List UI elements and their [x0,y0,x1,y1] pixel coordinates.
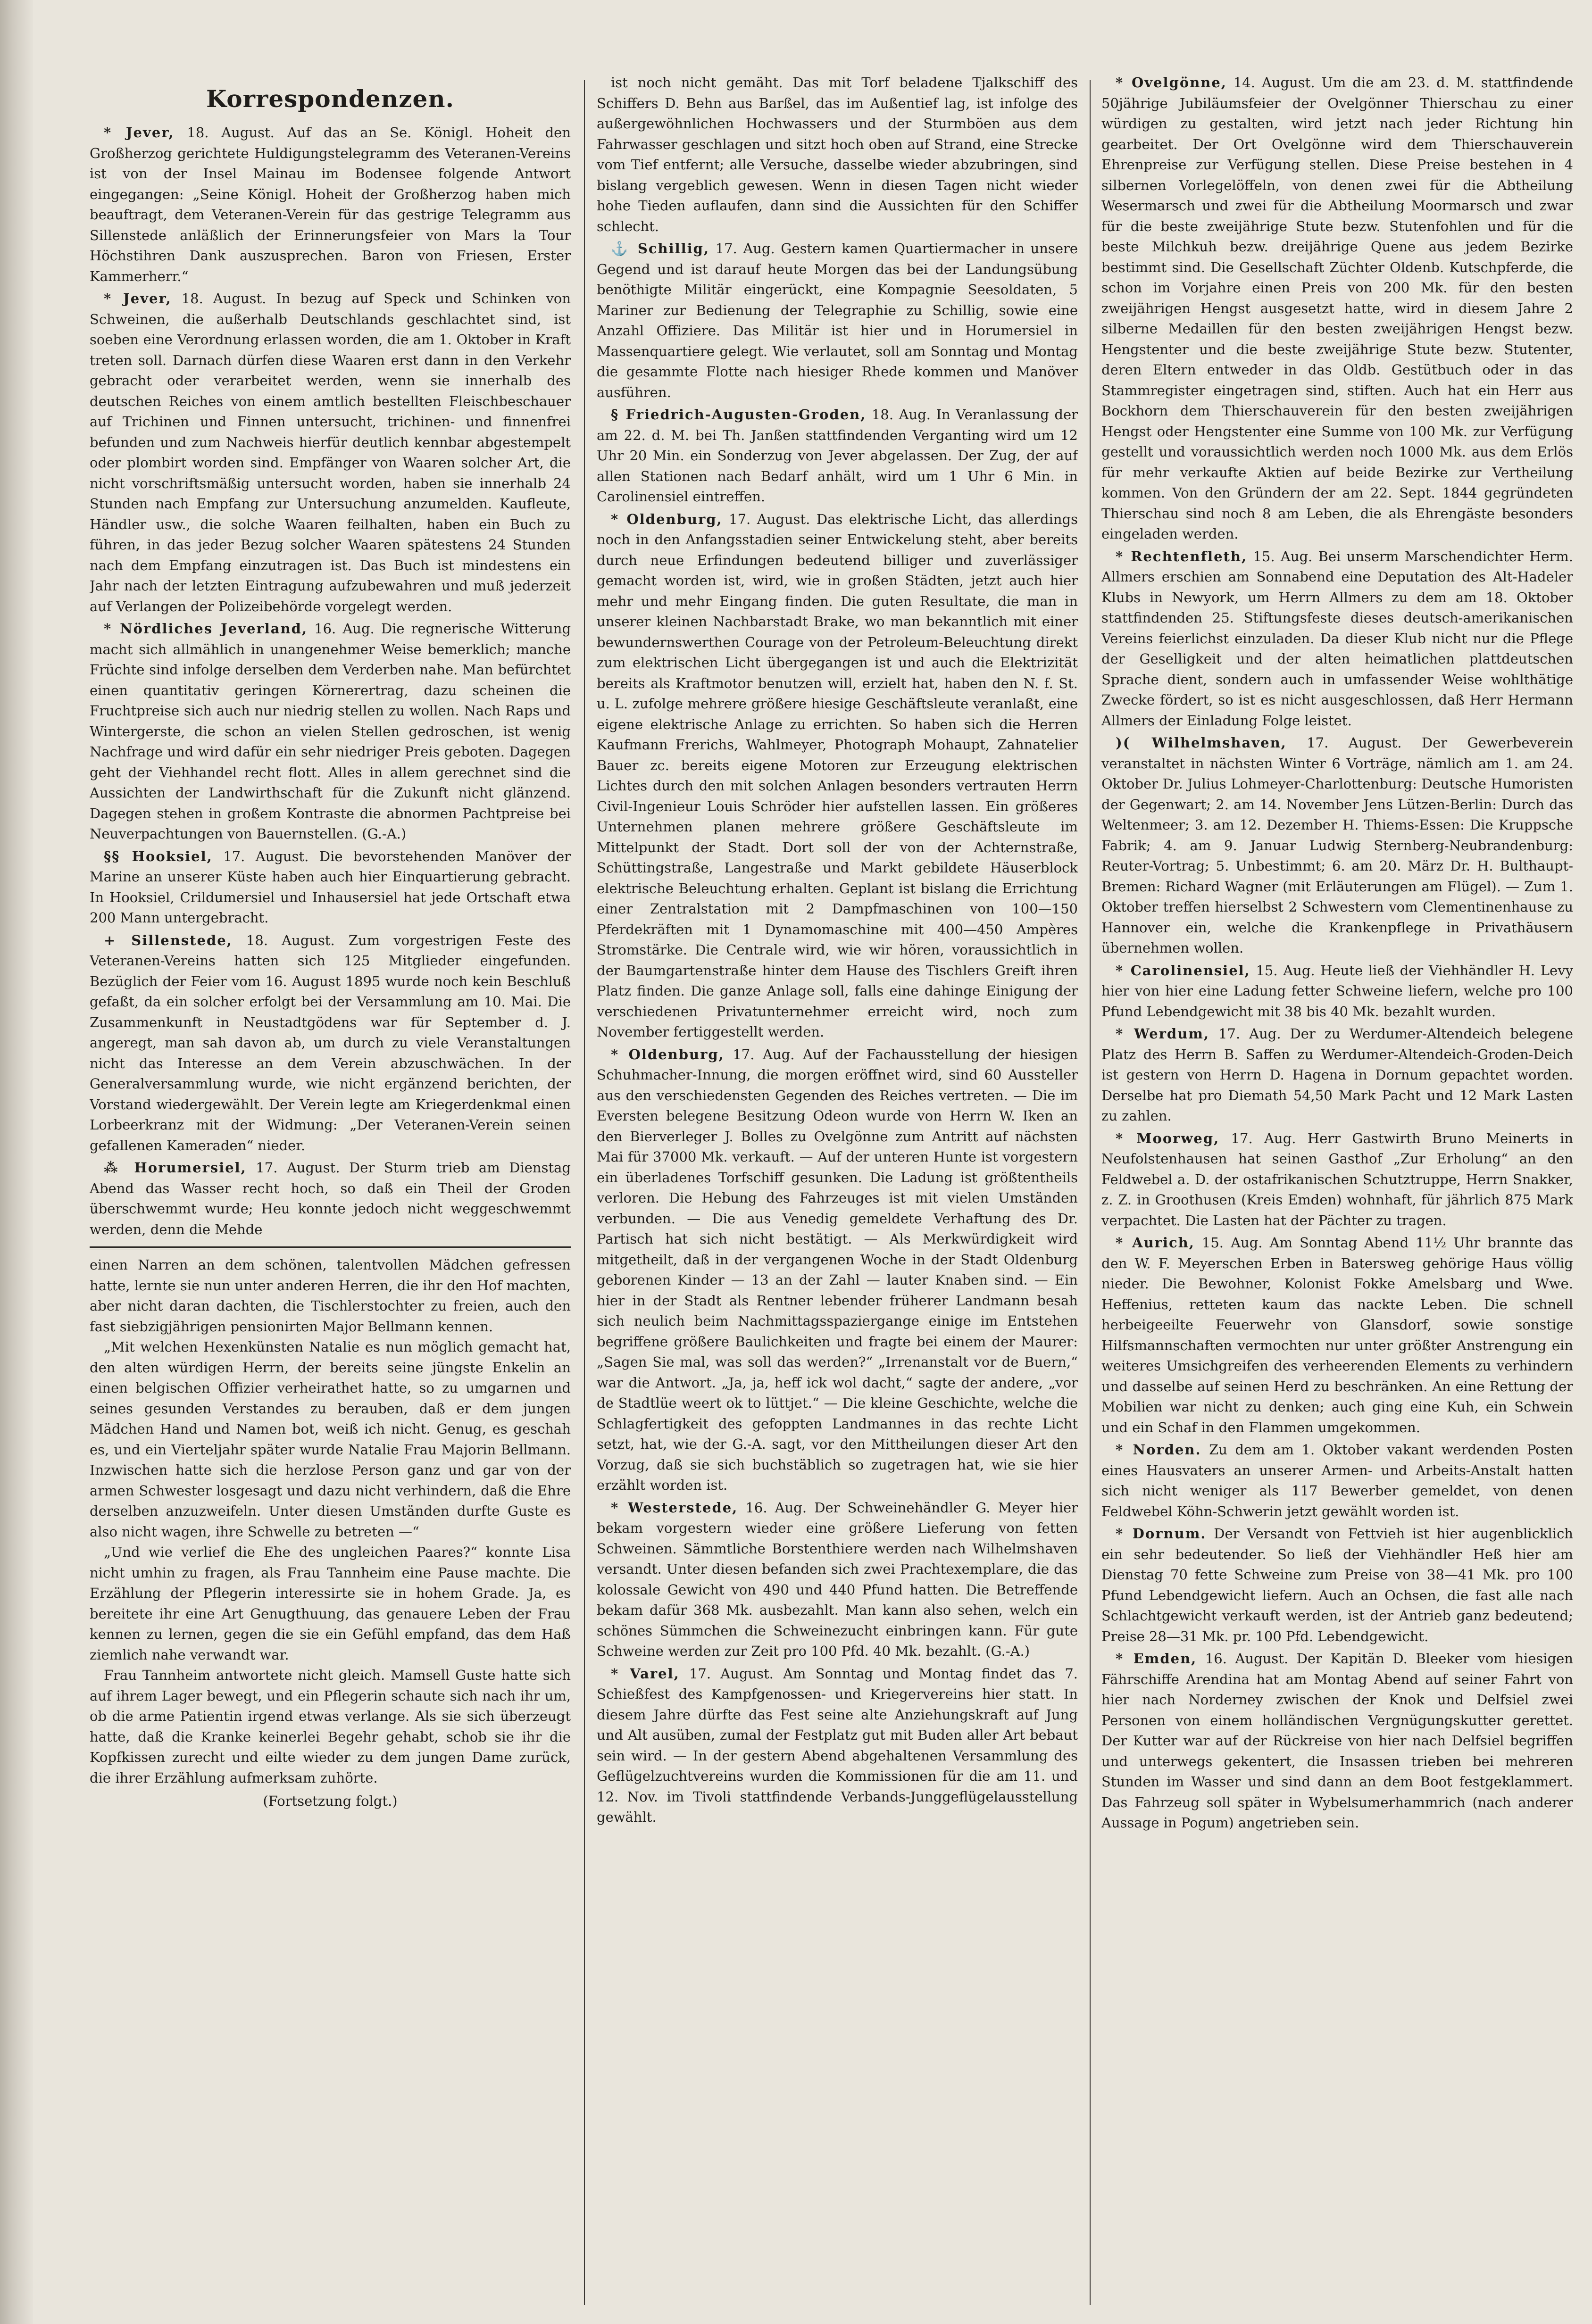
news-item [90,289,571,617]
dateline-place: * Carolinensiel, [1116,962,1250,979]
news-text: 17. Aug. Gestern kamen Quartiermacher in unsere Gegend und ist darauf heute Morgen das bei der Landungsübung benöthigte Militär eingerückt, eine Kompagnie Seesoldaten, 5 Mariner zur Bedienung der Telegraphie zu Schillig, sowie eine Anzahl Offiziere. Das Militär ist hier und in Horumersiel in Massenquartiere gelegt. Wie verlautet, soll am Sonntag und Montag die gesammte Flotte nach hiesiger Rhede kommen und Manöver ausführen. [597,241,1078,400]
dateline-place: * Jever, [104,124,175,141]
news-item [1101,1129,1573,1231]
story-paragraph: „Mit welchen Hexenkünsten Natalie es nun möglich gemacht hat, den alten würdigen Herrn, der bereits seine jüngste Enkelin an einen belgischen Offizier verheirathet hatte, so zu umgarnen und seines gesunden Verstandes zu berauben, daß er dem jungen Mädchen Hand und Namen bot, weiß ich nicht. Genug, es geschah es, und ein Vierteljahr später wurde Natalie Frau Majorin Bellmann. Inzwischen hatte sich die herzlose Person ganz und gar von der armen Schwester losgesagt und dazu nicht verhindern, daß die Ehre derselben anzuzweifeln. Unter diesen Umständen durfte Guste es also nicht wagen, ihre Schwelle zu betreten —“ [90,1339,571,1540]
news-item [1101,547,1573,731]
col3-news-items [1101,73,1573,1834]
news-text: 18. August. Zum vorgestrigen Feste des Veteranen-Vereins hatten sich 125 Mitglieder eingefunden. Bezüglich der Feier vom 16. August 1895 wurde noch kein Beschluß gefaßt, da ein solcher erfolgt bei der Versammlung am 10. Mai. Die Zusammenkunft in Neustadtgödens war für September d. J. angeregt, man sah davon ab, um durch zu viele Veranstaltungen nicht das Interesse an dem Verein abzuschwächen. In der Generalversammlung wurde, wie nicht ergänzend berichten, der Vorstand wiedergewählt. Der Verein legte am Kriegerdenkmal einen Lorbeerkranz mit der Widmung: „Der Veteranen-Verein seinen gefallenen Kameraden“ nieder. [90,932,571,1154]
page-binding-edge [0,0,33,2324]
section-title: Korrespondenzen. [206,85,455,113]
news-text: 14. August. Um die am 23. d. M. stattfindende 50jährige Jubiläumsfeier der Ovelgönner Thierschau zu einer würdigen zu gestalten, wird jetzt nach jeder Richtung hin gearbeitet. Der Ort Ovelgönne wird dem Thierschauverein Ehrenpreise zur Verfügung stellen. Diese Preise bestehen in 4 silbernen Vorlegelöffeln, von denen zwei für die Abtheilung Wesermarsch und zwei für die Abtheilung Moormarsch und zwar für die beste zweijährige Stute bezw. Stutenfohlen und für die beste Milchkuh bezw. dreijährige Quene aus jedem Bezirke bestimmt sind. Die Gesellschaft Züchter Oldenb. Kutschpferde, die schon im Vorjahre einen Preis von 200 Mk. für den besten zweijährigen Hengst ausgesetzt hatte, wird in diesem Jahre 2 silberne Medaillen für den besten zweijährigen Hengst bezw. Hengstenter und die beste zweijährige Stute bezw. Stutenter, deren Eltern entweder in das Oldb. Gestütbuch oder in das Stammregister eingetragen sind, stiften. Auch hat ein Herr aus Bockhorn dem Thierschauverein für den besten zweijährigen Hengst oder Hengstenter eine Summe von 100 Mk. zur Verfügung gestellt und voraussichtlich werden noch 1000 Mk. aus dem Erlös für mehr verkaufte Aktien auf beide Bezirke zur Vertheilung kommen. Von den Gründern der am 22. Sept. 1844 gegründeten Thierschau sind noch 8 am Leben, die als Ehrengäste besonders eingeladen werden. [1101,75,1573,542]
dateline-place: * Nördliches Jeverland, [104,621,308,637]
news-item [597,509,1078,1043]
news-text: 18. August. In bezug auf Speck und Schinken von Schweinen, die außerhalb Deutschlands geschlachtet sind, ist soeben eine Verordnung erlassen worden, die am 1. Oktober in Kraft treten soll. Darnach dürfen diese Waaren erst dann in den Verkehr gebracht oder verarbeitet werden, wenn sie innerhalb des deutschen Reiches von einem amtlich bestellten Fleischbeschauer auf Trichinen und Finnen untersucht, trichinen- und finnenfrei befunden und zum Nachweis hierfür deutlich kennbar abgestempelt oder plombirt worden sind. Empfänger von Waaren solcher Art, die nicht vorschriftsmäßig untersucht worden, haben sie innerhalb 24 Stunden nach Empfang zur Untersuchung anzumelden. Kaufleute, Händler usw., die solche Waaren feilhalten, haben ein Buch zu führen, in das jeder Bezug solcher Waaren spätestens 24 Stunden nach dem Empfang einzutragen ist. Das Buch ist mindestens ein Jahr nach der letzten Eintragung aufzubewahren und muß jederzeit auf Verlangen der Polizeibehörde vorgelegt werden. [90,290,571,614]
news-text: 16. Aug. Die regnerische Witterung macht sich allmählich in unangenehmer Weise bemerklich; manche Früchte sind infolge derselben dem Verderben nahe. Man befürchtet einen quantitativ geringen Körnerertrag, dazu scheinen die Fruchtpreise sich auch nur niedrig stellen zu wollen. Nach Raps und Wintergerste, die schon an vielen Stellen gedroschen, ist wenig Nachfrage und wird dafür ein sehr niedriger Preis geboten. Dagegen geht der Viehhandel recht flott. Alles in allem gerechnet sind die Aussichten der Landwirthschaft für die Zukunft nicht glänzend. Dagegen stehen in großem Kontraste die abnormen Pachtpreise bei Neuverpachtungen von Bauernstellen. (G.-A.) [90,621,571,842]
news-item [90,930,571,1156]
story-paragraph: einen Narren an dem schönen, talentvollen Mädchen gefressen hatte, lernte sie nun unter anderen Herren, die ihr den Hof machten, aber nicht daran dachten, die Tischlerstochter zu freien, auch den fast siebzigjährigen pensionirten Major Bellmann kennen. [90,1257,571,1335]
news-item [1101,1024,1573,1127]
dateline-place: * Werdum, [1116,1026,1210,1042]
news-text: 17. Aug. Herr Gastwirth Bruno Meinerts in Neufolstenhausen hat seinen Gasthof „Zur Erholung“ an den Feldwebel a. D. der ostafrikanischen Schutztruppe, Herrn Snakker, z. Z. in Groothusen (Kreis Emden) wohnhaft, für jährlich 875 Mark verpachtet. Die Lasten hat der Pächter zu tragen. [1101,1130,1573,1228]
dateline-place: * Westerstede, [611,1499,738,1516]
dateline-place: * Oldenburg, [611,511,723,527]
news-text: 17. August. Das elektrische Licht, das allerdings noch in den Anfangsstadien seiner Entwickelung steht, aber bereits durch neue Erfindungen bedeutend billiger und zuverlässiger gemacht worden ist, wird, wie in großen Städten, jetzt auch hier mehr und mehr Eingang finden. Die guten Resultate, die man in unserer kleinen Nachbarstadt Brake, wo man bekanntlich mit einer bewundernswerthen Courage von der Petroleum-Beleuchtung direkt zum elektrischen Licht übergegangen ist und auch die Elektrizität bereits als Kraftmotor benutzen will, erzielt hat, haben den N. f. St. u. L. zufolge mehrere größere hiesige Geschäftsleute veranlaßt, eine eigene elektrische Anlage zu errichten. So haben sich die Herren Kaufmann Frerichs, Wahlmeyer, Photograph Mohaupt, Zahnatelier Bauer zc. bereits eigene Motoren zur Erzeugung elektrischen Lichtes durch den mit solchen Anlagen besonders vertrauten Herrn Civil-Ingenieur Louis Schröder hier aufstellen lassen. Ein größeres Unternehmen planen mehrere größere Geschäftsleute im Mittelpunkt der Stadt. Dort soll der von der Achternstraße, Schüttingstraße, Langestraße und Markt gebildete Häuserblock elektrische Beleuchtung erhalten. Geplant ist bislang die Errichtung einer Zentralstation mit 2 Dampfmaschinen von 100—150 Pferdekräften mit 1 Dynamomaschine mit 400—450 Ampères Stromstärke. Die Centrale wird, wie wir hören, voraussichtlich in der Baumgartenstraße hinter dem Hause des Tischlers Greift ihren Platz finden. Die ganze Anlage soll, falls eine dahinge Einigung der verschiedenen Privatunternehmer erreicht wird, noch zum November fertiggestellt werden. [597,511,1078,1040]
news-text: 18. Aug. In Veranlassung der am 22. d. M. bei Th. Janßen stattfindenden Verganting wird um 12 Uhr 20 Min. ein Sonderzug von Jever abgelassen. Der Zug, der auf allen Stationen nach Bedarf anhält, wird um 1 Uhr 6 Min. in Carolinensiel eintreffen. [597,407,1078,505]
feuilleton-separator [90,1246,571,1250]
news-item [597,1498,1078,1662]
news-item [1101,73,1573,545]
continuation-note: (Fortsetzung folgt.) [263,1793,398,1809]
news-item [597,239,1078,403]
news-text: Zu dem am 1. Oktober vakant werdenden Posten eines Hausvaters an unserer Armen- und Arbeits-Anstalt hatten sich nicht weniger als 117 Bewerber gemeldet, von denen Feldwebel Köhn-Schwerin jetzt gewählt worden ist. [1101,1442,1573,1519]
dateline-place: * Aurich, [1116,1235,1195,1251]
dateline-place: )( Wilhelmshaven, [1116,735,1287,751]
news-text: 17. August. Die bevorstehenden Manöver der Marine an unserer Küste haben auch hier Einquartierung gebracht. In Hooksiel, Crildumersiel und Inhausersiel hat jede Ortschaft etwa 200 Mann untergebracht. [90,848,571,926]
column-rule-2 [1090,80,1091,2305]
news-text: 16. Aug. Der Schweinehändler G. Meyer hier bekam vorgestern wieder eine größere Lieferung von fetten Schweinen. Sämmtliche Borstenthiere werden nach Wilhelmshaven versandt. Unter diesen befanden sich zwei Prachtexemplare, die das kolossale Gewicht von 490 und 440 Pfund hatten. Die Betreffende bekam dafür 368 Mk. ausbezahlt. Man kann also sehen, welch ein schönes Sümmchen die Schweinezucht einbringen kann. Für gute Schweine werden zur Zeit pro 100 Pfd. 40 Mk. bezahlt. (G.-A.) [597,1499,1078,1659]
news-text: 15. Aug. Bei unserm Marschendichter Herm. Allmers erschien am Sonnabend eine Deputation des Alt-Hadeler Klubs in Newyork, um Herrn Allmers zu dem am 18. Oktober stattfindenden 25. Stiftungsfeste dieses deutsch-amerikanischen Vereins feierlichst einzuladen. Da dieser Klub nicht nur die Pflege der Geselligkeit und der alten heimatlichen plattdeutschen Sprache dient, sondern auch in umfassender Weise wohlthätige Zwecke fördert, so ist es nicht ausgeschlossen, daß Herr Hermann Allmers der Einladung Folge leistet. [1101,548,1573,729]
news-item [1101,1649,1573,1834]
news-item [90,123,571,287]
dateline-place: * Norden. [1116,1442,1201,1458]
dateline-place: * Jever, [104,290,172,307]
column-1 [90,71,571,2315]
dateline-place: ⁂ Horumersiel, [104,1160,247,1176]
column-2 [597,71,1078,2315]
news-item [1101,1524,1573,1647]
dateline-place: § Friedrich-Augusten-Groden, [611,407,867,423]
news-text: ist noch nicht gemäht. Das mit Torf beladene Tjalkschiff des Schiffers D. Behn aus Barßel, das im Außentief lag, ist infolge des außergewöhnlichen Hochwassers und der Sturmböen aus dem Fahrwasser geschlagen und sitzt hoch oben auf Strand, eine Strecke vom Tief entfernt; alle Versuche, dasselbe wieder abzubringen, sind bislang vergeblich gewesen. Wenn in diesen Tagen nicht wieder hohe Tieden auflaufen, dann sind die Aussichten für den Schiffer schlecht. [597,75,1078,234]
news-text: 15. Aug. Heute ließ der Viehhändler H. Levy hier von hier eine Ladung fetter Schweine liefern, welche pro 100 Pfund Lebendgewicht mit 38 bis 40 Mk. bezahlt wurden. [1101,962,1573,1020]
news-text: 17. August. Der Gewerbeverein veranstaltet in nächsten Winter 6 Vorträge, nämlich am 1. am 24. Oktober Dr. Julius Lohmeyer-Charlottenburg: Deutsche Humoristen der Gegenwart; 2. am 14. November Jens Lützen-Berlin: Durch das Weltenmeer; 3. am 12. Dezember H. Thiems-Essen: Die Kruppsche Fabrik; 4. am 9. Januar Ludwig Sternberg-Neubrandenburg: Reuter-Vortrag; 5. Unbestimmt; 6. am 20. März Dr. H. Bulthaupt-Bremen: Richard Wagner (mit Erläuterungen am Flügel). — Zum 1. Oktober treffen hierselbst 2 Schwestern vom Clementinenhause zu Hannover ein, welche die Krankenpflege in Privathäusern übernehmen wollen. [1101,735,1573,956]
news-item [1101,733,1573,959]
news-text: 15. Aug. Am Sonntag Abend 11½ Uhr brannte das den W. F. Meyerschen Erben in Batersweg gehörige Haus völlig nieder. Die Bewohner, Kolonist Fokke Amelsbarg und Wwe. Heffenius, retteten kaum das nackte Leben. Die schnell herbeigeeilte Feuerwehr von Glansdorf, sowie sonstige Hilfsmannschaften vermochten nur unter größter Anstrengung ein weiteres Umsichgreifen des verheerenden Elements zu verhindern und dasselbe auf seinen Herd zu beschränken. An eine Rettung der Mobilien war nicht zu denken; auch ging eine Kuh, ein Schwein und ein Schaf in den Flammen umgekommen. [1101,1235,1573,1436]
dateline-place: * Ovelgönne, [1116,75,1227,91]
column-rule-1 [584,80,585,2305]
news-item [90,619,571,845]
story-paragraph: Frau Tannheim antwortete nicht gleich. Mamsell Guste hatte sich auf ihrem Lager bewegt, und ein Pflegerin schaute sich nach ihr um, ob die arme Patientin irgend etwas verlange. Als sie sich überzeugt hatte, daß die Kranke keinerlei Begehr gehabt, schob sie ihr die Kopfkissen zurecht und eilte wieder zu dem jungen Dame zurück, die ihrer Erzählung aufmerksam zuhörte. [90,1667,571,1786]
feuilleton-story [90,1255,571,1788]
news-text: 18. August. Auf das an Se. Königl. Hoheit den Großherzog gerichtete Huldigungstelegramm des Veteranen-Vereins ist von der Insel Mainau im Bodensee folgende Antwort eingegangen: „Seine Königl. Hoheit der Großherzog haben mich beauftragt, dem Veteranen-Verein für das gestrige Telegramm aus Sillenstede anläßlich der Erinnerungsfeier von Mars la Tour Höchstihren Dank auszusprechen. Baron von Friesen, Erster Kammerherr.“ [90,124,571,284]
dateline-place: §§ Hooksiel, [104,848,213,864]
news-text: 16. August. Der Kapitän D. Bleeker vom hiesigen Fährschiffe Arendina hat am Montag Abend auf seiner Fahrt von hier nach Norderney zwischen der Knok und Delfsiel zwei Personen von einem holländischen Vergnügungskutter gerettet. Der Kutter war auf der Rückreise von hier nach Delfsiel begriffen und unterwegs gekentert, die Insassen trieben bei mehreren Stunden im Wasser und sind dann an dem Boot festgeklammert. Das Fahrzeug soll später in Wybelsumerhammrich (nach anderer Aussage in Pogum) angetrieben sein. [1101,1651,1573,1831]
news-text: 17. Aug. Der zu Werdumer-Altendeich belegene Platz des Herrn B. Saffen zu Werdumer-Altendeich-Groden-Deich ist gestern von Herrn D. Hagena in Dornum gepachtet worden. Derselbe hat pro Diemath 54,50 Mark Pacht und 12 Mark Lasten zu zahlen. [1101,1026,1573,1124]
col1-news-items [90,123,571,1240]
news-item [597,405,1078,507]
news-item [90,847,571,929]
dateline-place: * Emden, [1116,1651,1197,1667]
news-item [597,73,1078,237]
news-item [1101,961,1573,1022]
story-paragraph: „Und wie verlief die Ehe des ungleichen Paares?“ konnte Lisa nicht umhin zu fragen, als Frau Tannheim eine Pause machte. Die Erzählung der Pflegerin interessirte sie in hohem Grade. Ja, es bereitete ihr eine Art Genugthuung, das genauere Leben der Frau kennen zu lernen, gegen die sie ein Gefühl empfand, das dem Haß ziemlich nahe verwandt war. [90,1544,571,1663]
news-text: 17. August. Der Sturm trieb am Dienstag Abend das Wasser recht hoch, so daß ein Theil der Groden überschwemmt wurde; Heu konnte jedoch nicht weggeschwemmt werden, denn die Mehde [90,1160,571,1237]
dateline-place: * Dornum. [1116,1526,1207,1542]
news-item [597,1045,1078,1496]
news-text: Der Versandt von Fettvieh ist hier augenblicklich ein sehr bedeutender. So ließ der Viehhändler Heß hier am Dienstag 70 fette Schweine zum Preise von 38—41 Mk. pro 100 Pfund Lebendgewicht liefern. Auch an Ochsen, die fast alle nach Schlachtgewicht verkauft werden, ist der Antrieb ganz bedeutend; Preise 28—31 Mk. pr. 100 Pfd. Lebendgewicht. [1101,1526,1573,1644]
news-text: 17. August. Am Sonntag und Montag findet das 7. Schießfest des Kampfgenossen- und Kriegervereins hier statt. In diesem Jahre dürfte das Fest seine alte Anziehungskraft auf Jung und Alt ausüben, zumal der Festplatz gut mit Buden aller Art bebaut sein wird. — In der gestern Abend abgehaltenen Versammlung des Geflügelzuchtvereins wurden die Kommissionen für die am 11. und 12. Nov. im Tivoli stattfindende Verbands-Junggeflügelausstellung gewählt. [597,1665,1078,1825]
dateline-place: * Rechtenfleth, [1116,548,1248,564]
news-item [1101,1233,1573,1438]
dateline-place: * Oldenburg, [611,1046,725,1062]
dateline-place: ⚓ Schillig, [611,241,710,257]
column-3 [1101,71,1573,2315]
dateline-place: + Sillenstede, [104,932,233,948]
news-item [597,1664,1078,1828]
dateline-place: * Moorweg, [1116,1130,1220,1146]
col2-news-items [597,73,1078,1828]
news-text: 17. Aug. Auf der Fachausstellung der hiesigen Schuhmacher-Innung, die morgen eröffnet wird, sind 60 Aussteller aus den verschiedensten Gegenden des Reiches vertreten. — Die im Eversten belegene Besitzung Odeon wurde von Herrn W. Iken an den Bierverleger J. Bolles zu Ovelgönne zum Antritt auf nächsten Mai für 37000 Mk. verkauft. — Auf der unteren Hunte ist vorgestern ein überladenes Torfschiff gesunken. Die Ladung ist größtentheils verloren. Die Hebung des Fahrzeuges ist mit vielen Umständen verbunden. — Die aus Venedig gemeldete Verhaftung des Dr. Partisch hat sich nicht bestätigt. — Als Merkwürdigkeit wird mitgetheilt, daß in der vergangenen Woche in der Stadt Oldenburg geborenen Kinder — 13 an der Zahl — lauter Knaben sind. — Ein hier in der Stadt als Rentner lebender früherer Landmann besah sich neulich beim Nachmittagsspaziergange einige im Entstehen begriffene größere Baulichkeiten und fragte bei einem der Maurer: „Sagen Sie mal, was soll das werden?“ „Irrenanstalt vor de Buern,“ war die Antwort. „Ja, ja, heff ick wol dacht,“ sagte der andere, „vor de Stadtlüe weert ok to lüttjet.“ — Die kleine Geschichte, welche die Schlagfertigkeit des gefoppten Landmannes in das rechte Licht setzt, hat, wie der G.-A. sagt, vor den Mittheilungen dieser Art den Vorzug, daß sie sich buchstäblich so zugetragen hat, wie sie hier erzählt worden ist. [597,1046,1078,1493]
news-item [1101,1440,1573,1522]
dateline-place: * Varel, [611,1665,680,1682]
news-item [90,1158,571,1240]
